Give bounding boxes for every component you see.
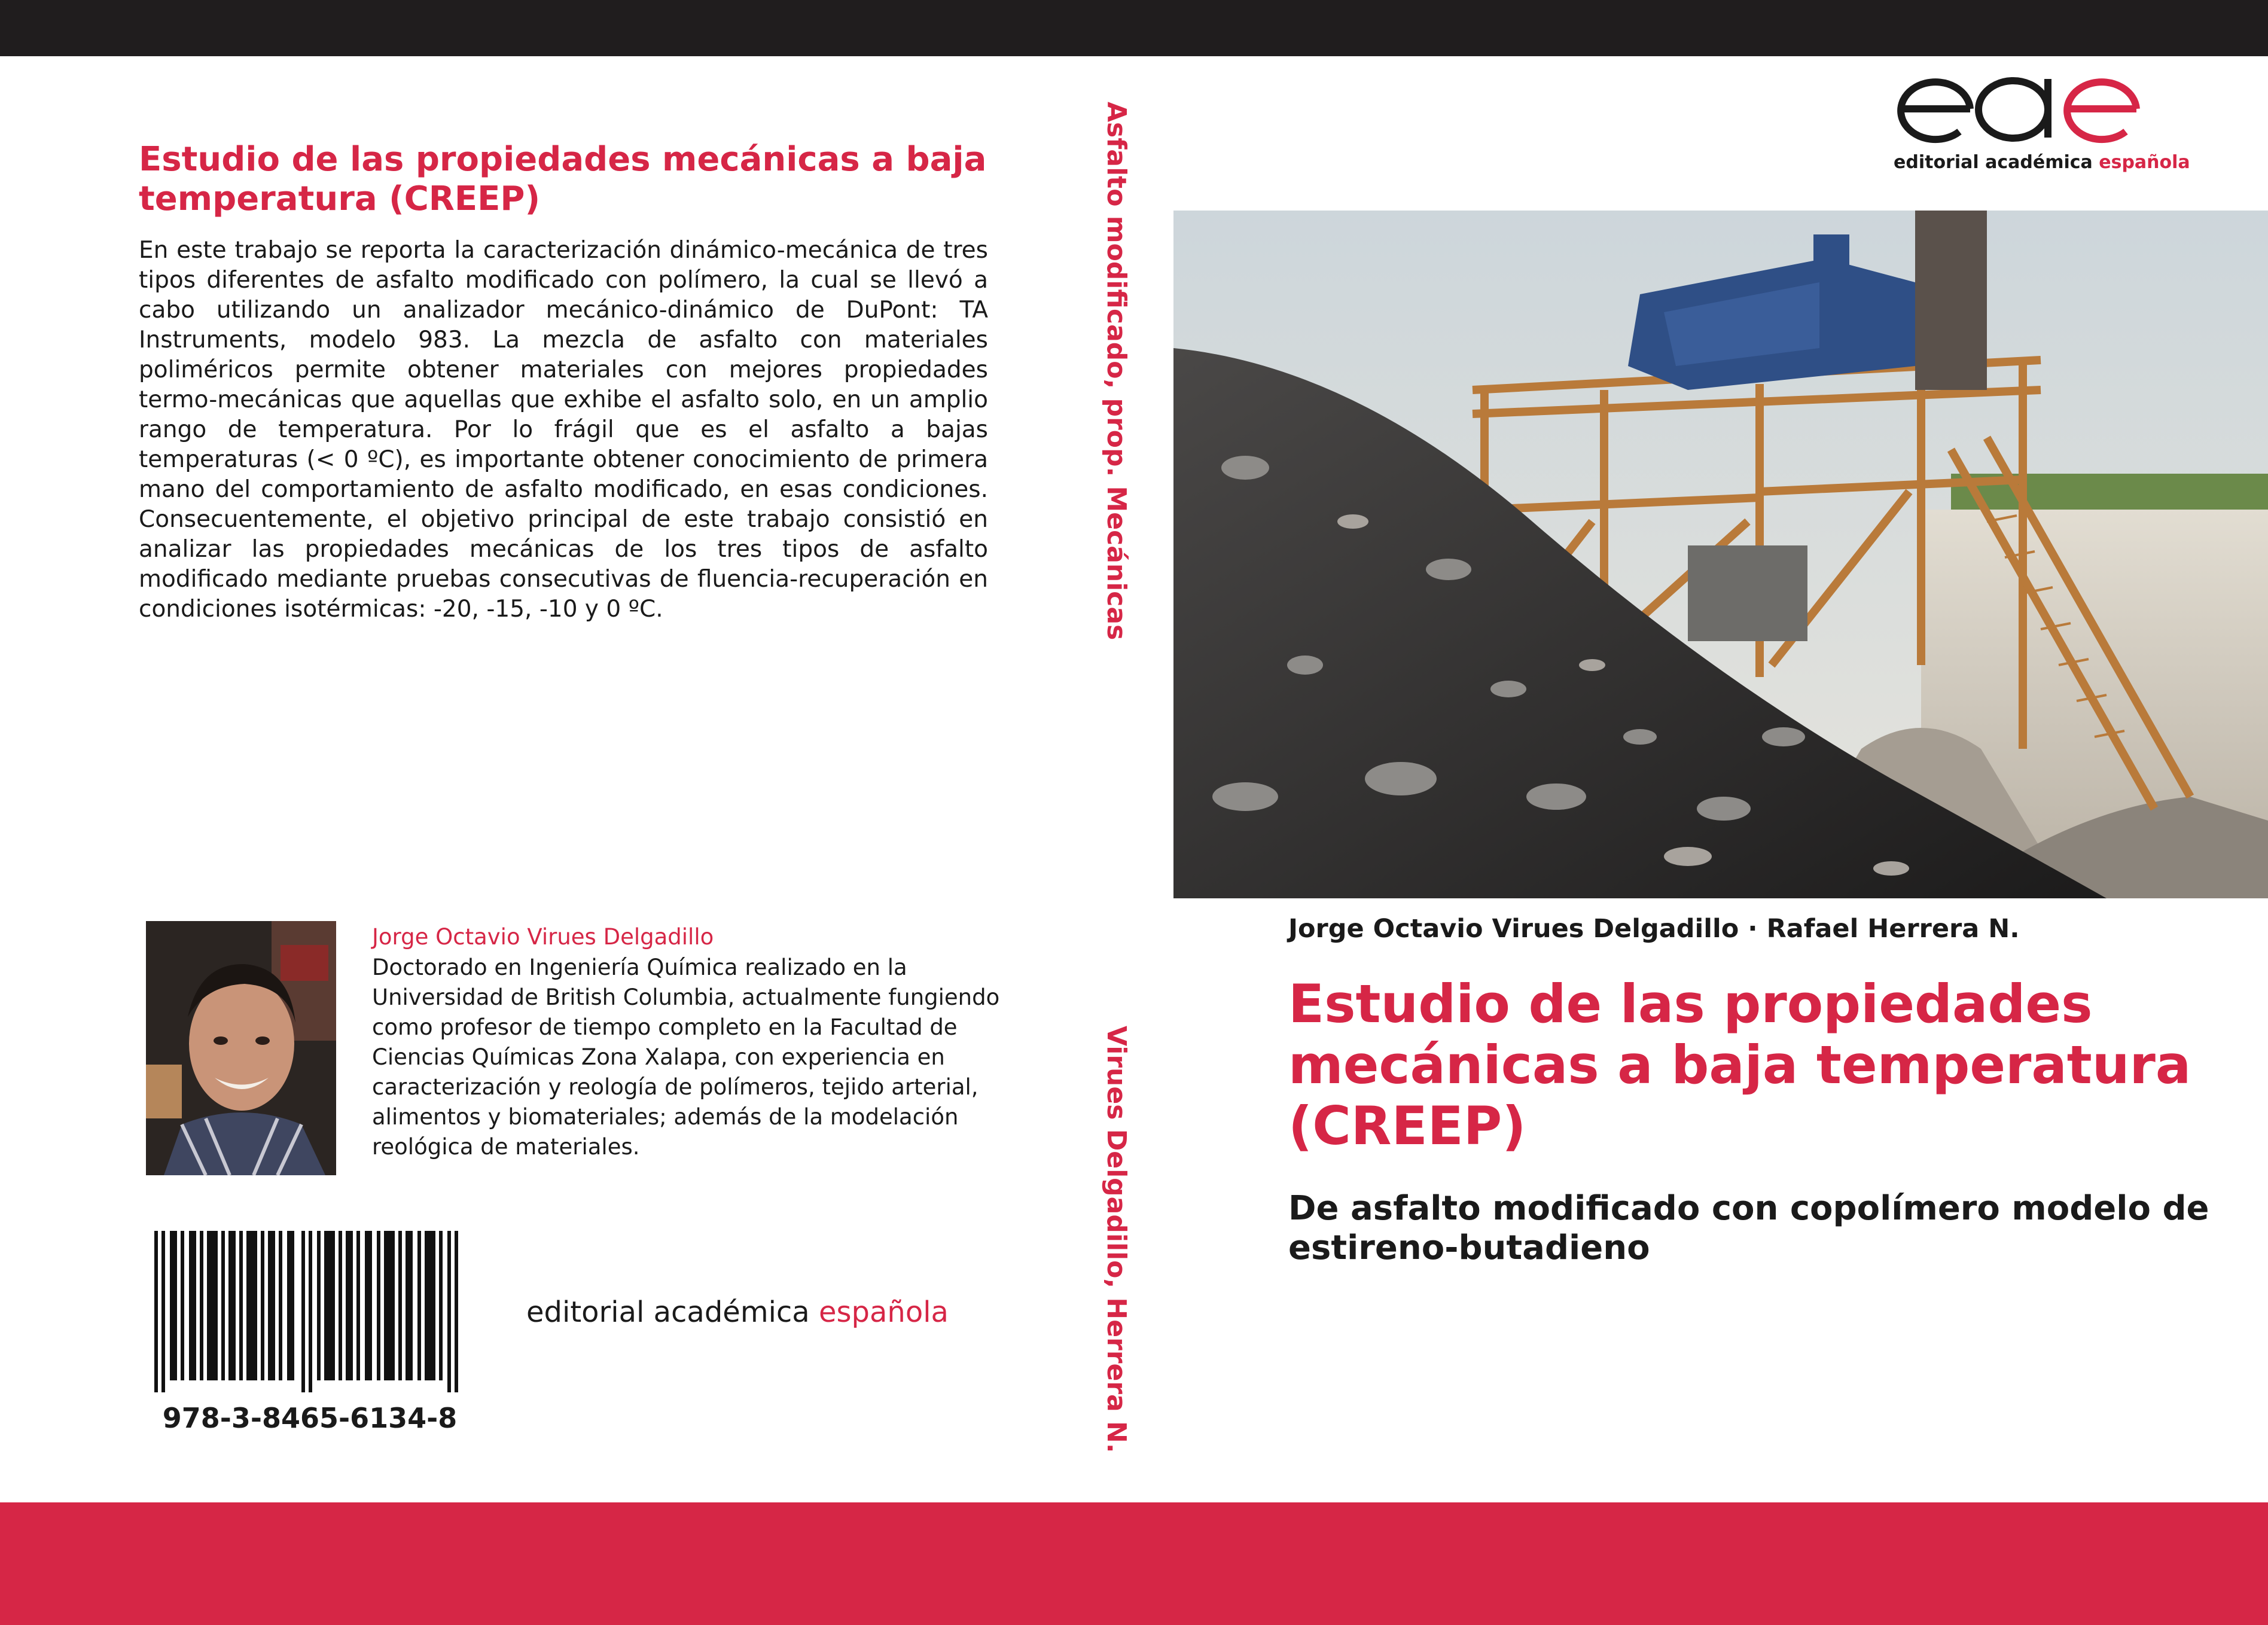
back-cover-title: Estudio de las propiedades mecánicas a baja temperatura (CREEP) (139, 140, 987, 218)
author-photo (146, 921, 336, 1175)
isbn-number: 978-3-8465-6134-8 (162, 1402, 458, 1434)
logo-text-part2: española (2099, 152, 2190, 173)
publisher-name-part1: editorial académica (526, 1295, 810, 1329)
top-band (0, 0, 2268, 56)
front-cover-subtitle: De asfalto modificado con copolímero modelo de estireno-butadieno (1288, 1189, 2209, 1267)
cover-photo-quarry (1173, 211, 2268, 898)
logo-text (1894, 152, 2190, 173)
back-cover-blurb: En este trabajo se reporta la caracterización dinámico-mecánica de tres tipos diferentes de asfalto modificado con polímero, la cual se llevó a cabo utilizando un analizador mecánico-dinámico de DuPont: TA Instruments, modelo 983. La mezcla de asfalto con materiales poliméricos permite obtener materiales con mejores propiedades termo-mecánicas que aquellas que exhibe el asfalto solo, en un amplio rango de temperatura. Por lo frágil que es el asfalto a bajas temperaturas (< 0 ºC), es importante obtener conocimiento de primera mano del comportamiento de asfalto modificado, en esas condiciones. Consecuentemente, el objetivo principal de este trabajo consistió en analizar las propiedades mecánicas de los tres tipos de asfalto modificado mediante pruebas consecutivas de fluencia-recuperación en condiciones isotérmicas: -20, -15, -10 y 0 ºC. (139, 237, 988, 623)
publisher-name-back (526, 1295, 993, 1329)
spine-authors: Virues Delgadillo, Herrera N. (1101, 1026, 1132, 1453)
publisher-name-part2: española (818, 1295, 949, 1329)
author-portrait-image (146, 921, 336, 1175)
quarry-image (1173, 211, 2268, 898)
bottom-band (0, 1502, 2268, 1625)
front-cover-authors: Jorge Octavio Virues Delgadillo · Rafael Herrera N. (1288, 914, 2020, 944)
author-bio: Doctorado en Ingeniería Química realizado en la Universidad de British Columbia, actualmente fungiendo como profesor de tiempo completo en la Facultad de Ciencias Químicas Zona Xalapa, con experiencia en caracterización y reología de polímeros, tejido arterial, alimentos y biomateriales; además de la modelación reológica de materiales. (372, 955, 1000, 1160)
isbn-barcode (154, 1231, 465, 1392)
author-name: Jorge Octavio Virues Delgadillo (372, 924, 714, 950)
logo-text-part1: editorial académica (1894, 152, 2093, 173)
front-cover-title: Estudio de las propiedades mecánicas a baja temperatura (CREEP) (1288, 973, 2191, 1157)
spine-title: Asfalto modificado, prop. Mecánicas (1101, 102, 1132, 641)
